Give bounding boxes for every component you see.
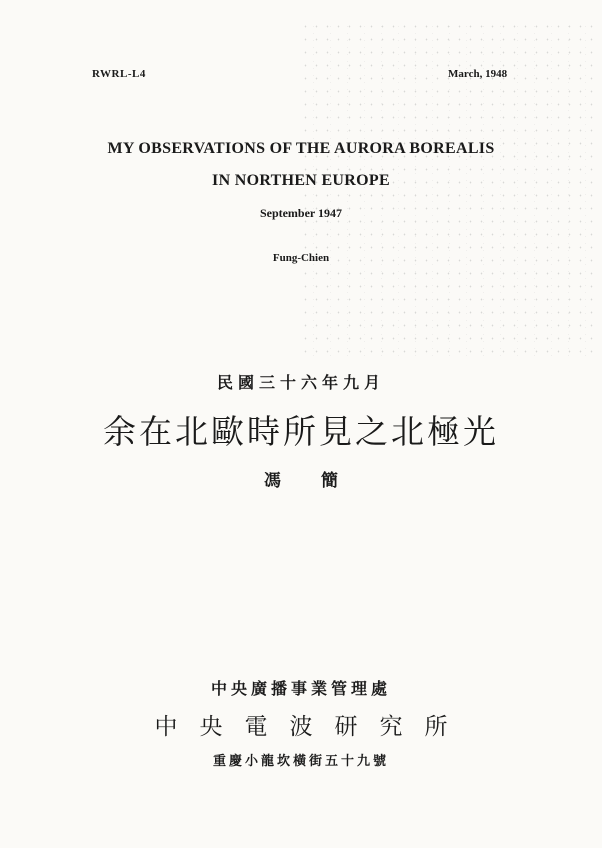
document-code: RWRL-L4 [92,68,146,80]
chinese-title: 余在北歐時所見之北極光 [103,415,499,451]
chinese-author: 馮簡 [264,471,378,490]
parent-organization: 中央廣播事業管理處 [210,681,391,698]
english-date: September 1947 [259,206,343,220]
english-title-line-2: IN NORTHEN EUROPE [212,172,390,189]
institute-address: 重慶小龍坎橫街五十九號 [212,753,389,768]
english-author: Fung-Chien [272,252,330,264]
chinese-date: 民國三十六年九月 [216,375,385,392]
document-date: March, 1948 [448,68,508,80]
english-title-line-1: MY OBSERVATIONS OF THE AURORA BOREALIS [107,140,495,157]
institute-name: 中央電波研究所 [154,714,470,739]
